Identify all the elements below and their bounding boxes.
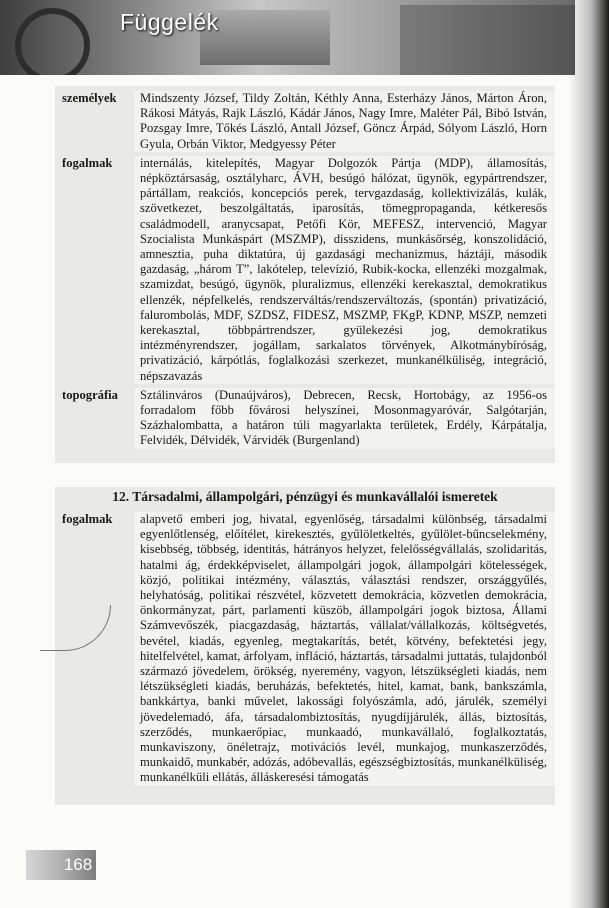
row-topografia — [55, 388, 555, 449]
term-definition: Mindszenty József, Tildy Zoltán, Kéthly Anna, Esterházy János, Márton Áron, Rákosi Mátyás, Rajk László, Kádár János, Nagy Imre, Maléter Pál, Bibó István, Pozsgay Imre, Tőkés László, Antall József, Göncz Árpád, Sólyom László, Horn Gyula, Orbán Viktor, Medgyessy Péter — [133, 91, 555, 152]
term-definition: alapvető emberi jog, hivatal, egyenlőség, társadalmi különbség, társadalmi egyenlőtlenség, előítélet, kirekesztés, gyűlöletkeltés, gyűlölet-bűncselekmény, kisebbség, többség, identitás, hátrányos helyzet, felelősségvállalás, szolidaritás, hatalmi ág, érdekképviselet, állampolgári jogok, állampolgári kötelességek, közjó, politikai intézmény, választás, választási rendszer, országgyűlés, helyhatóság, politikai részvétel, közvetett demokrácia, közvetlen demokrácia, önkormányzat, párt, parlamenti küszöb, állampolgári jogok biztosa, Állami Számvevőszék, piacgazdaság, háztartás, vállalat/vállalkozás, költségvetés, bevétel, kiadás, egyenleg, megtakarítás, betét, kötvény, befektetési jegy, hitelfelvétel, kamat, árfolyam, infláció, háztartás, társadalmi juttatás, tulajdonból származó jövedelem, örökség, nyeremény, vagyon, létszükségleti kiadás, nem létszükségleti kiadás, beruházás, befektetés, hitel, kamat, bank, bankszámla, bankkártya, banki művelet, lakossági folyószámla, adó, járulék, személyi jövedelemadó, áfa, társadalombiztosítás, nyugdíjjárulék, állás, biztosítás, szerződés, munkaerőpiac, munkaadó, munkavállaló, foglalkoztatás, munkaviszony, önéletrajz, motivációs levél, munkajog, munkaszerződés, munkaidő, munkabér, adózás, adóbevallás, egészségbiztosítás, munkanélküliség, munkanélküli ellátás, álláskeresési támogatás — [133, 512, 555, 786]
row-fogalmak-2 — [55, 512, 555, 786]
term-definition: Sztálinváros (Dunaújváros), Debrecen, Recsk, Hortobágy, az 1956-os forradalom főbb fővárosi helyszínei, Mosonmagyaróvár, Salgótarján, Százhalombatta, a határon túli magyarlakta területek, Erdély, Kárpátalja, Felvidék, Délvidék, Várvidék (Burgenland) — [133, 388, 555, 449]
header-banner — [0, 0, 575, 75]
page-title: Függelék — [120, 9, 219, 35]
row-fogalmak — [55, 156, 555, 384]
banner-photo-right — [400, 5, 575, 75]
term-label: fogalmak — [62, 155, 113, 170]
section-heading: 12. Társadalmi, állampolgári, pénzügyi és munkavállalói ismeretek — [112, 489, 498, 504]
term-definition: internálás, kitelepítés, Magyar Dolgozók Pártja (MDP), államosítás, népköztársaság, osztályharc, ÁVH, besúgó hálózat, ügynök, egypártrendszer, pártállam, reakciós, koncepciós perek, tervgazdaság, kollektivizálás, kulák, szövetkezet, beszolgáltatás, iparosítás, tömegpropaganda, kétkeresős családmodell, aranycsapat, Petőfi Kör, MEFESZ, intervenció, Magyar Szocialista Munkáspárt (MSZMP), disszidens, munkásőrség, konszolidáció, amnesztia, puha diktatúra, új gazdasági mechanizmus, háztáji, második gazdaság, „három T”, lakótelep, televízió, Rubik-kocka, ellenzéki mozgalmak, szamizdat, besúgó, ügynök, pluralizmus, ellenzéki kerekasztal, demokratikus ellenzék, népfelkelés, rendszerváltás/rendszerváltozás, (spontán) privatizáció, falurombolás, MDF, SZDSZ, FIDESZ, MSZMP, FKgP, KDNP, MSZP, nemzeti kerekasztal, többpártrendszer, gyülekezési jog, demokratikus intézményrendszer, jogállam, sarkalatos törvények, Alkotmánybíróság, privatizáció, kárpótlás, foglalkozási szerkezet, munkanélküliség, integráció, népszavazás — [133, 156, 555, 384]
row-szemelyek — [55, 91, 555, 152]
section2 — [55, 512, 555, 786]
page-edge-shadow — [569, 0, 609, 908]
banner-photo-mid — [200, 10, 330, 65]
section1 — [55, 91, 555, 449]
term-label: személyek — [62, 91, 117, 105]
term-label: fogalmak — [62, 512, 113, 526]
page-number: 168 — [63, 855, 93, 874]
term-label: topográfia — [62, 387, 118, 402]
wheel-decoration — [15, 8, 90, 75]
